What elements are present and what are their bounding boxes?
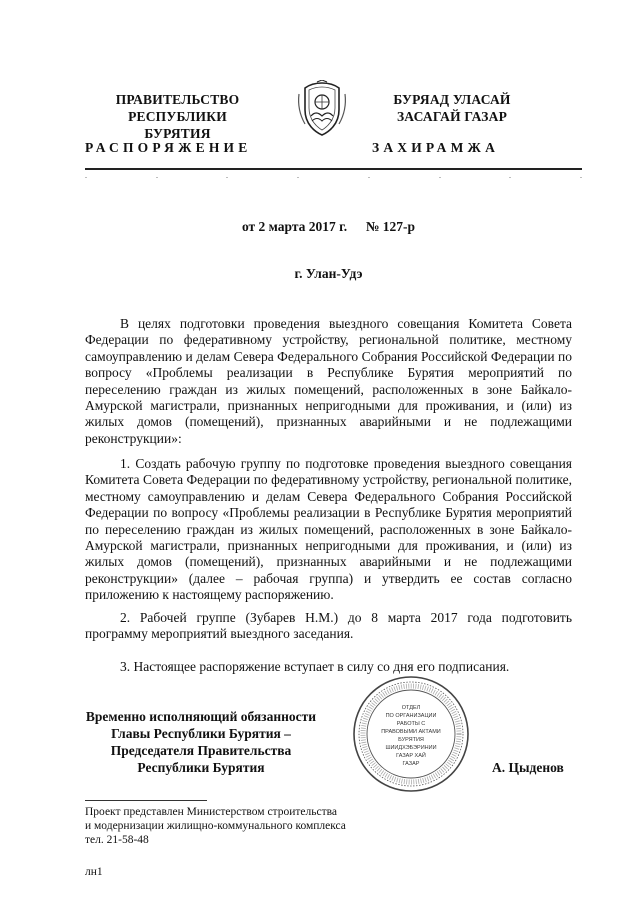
org-name-ru-line1: ПРАВИТЕЛЬСТВО (115, 92, 240, 107)
footer-phone: тел. 21-58-48 (85, 834, 149, 846)
org-name-ru (95, 91, 260, 142)
header-divider (85, 168, 582, 170)
signatory-title-line1: Временно исполняющий обязанности (85, 709, 317, 724)
signatory-title-line3: Председателя Правительства (110, 743, 292, 758)
footer-note (85, 805, 405, 847)
stamp-line7: ГАЗАР ХАЙ (396, 753, 426, 759)
stamp-line5: БУРЯТИЯ (398, 737, 424, 743)
signatory-title-line4: Республики Бурятия (137, 760, 265, 775)
item-2-paragraph: 2. Рабочей группе (Зубарев Н.М.) до 8 марта 2017 года подготовить программу мероприятий выездного заседания. (85, 610, 572, 642)
footer-code: лн1 (85, 866, 103, 878)
document-date: от 2 марта 2017 г. (241, 219, 348, 234)
stamp-line3: РАБОТЫ С (396, 721, 426, 727)
preamble-paragraph: В целях подготовки проведения выездного совещания Комитета Совета Федерации по федеративному устройству, региональной политике, местному самоуправлению и делам Севера Федерального Собрания Российской Федерации по вопросу «Проблемы реализации в Республике Бурятия мероприятий по переселению граждан из жилых помещений, расположенных в зоне Байкало-Амурской магистрали, признанных непригодными для проживания, и (или) из жилых домов (помещений), признанных аварийными и не подлежащими реконструкции»: (85, 316, 572, 446)
stamp-line1: ОТДЕЛ (401, 705, 421, 711)
document-number: № 127-р (365, 219, 416, 234)
org-name-ru-line2: РЕСПУБЛИКИ БУРЯТИЯ (128, 109, 227, 141)
org-name-bua (372, 91, 532, 125)
doc-type-bua: ЗАХИРАМЖА (372, 140, 500, 155)
official-stamp-seal (352, 675, 470, 793)
header-dotted-line (85, 177, 582, 180)
stamp-line6: ШИИДХЭБЭРИНИИ (385, 745, 437, 751)
stamp-line4: ПРАВОВЫМИ АКТАМИ (381, 729, 441, 735)
org-name-bua-line2: ЗАСАГАЙ ГАЗАР (396, 109, 508, 124)
footer-divider (85, 800, 207, 801)
signatory-title-line2: Главы Республики Бурятия – (111, 726, 291, 741)
stamp-line8: ГАЗАР (402, 761, 420, 767)
item-3-paragraph: 3. Настоящее распоряжение вступает в силу со дня его подписания. (120, 659, 510, 674)
footer-line2: и модернизации жилищно-коммунального комплекса (85, 820, 346, 832)
date-number-line (85, 219, 572, 235)
stamp-line2: ПО ОРГАНИЗАЦИИ (385, 713, 437, 719)
city: г. Улан-Удэ (294, 266, 363, 281)
footer-line1: Проект представлен Министерством строительства (85, 806, 338, 818)
signatory-name: А. Цыденов (492, 760, 564, 775)
signatory-title (76, 708, 326, 776)
doc-type-ru: РАСПОРЯЖЕНИЕ (85, 140, 252, 155)
org-name-bua-line1: БУРЯАД УЛАСАЙ (393, 92, 511, 107)
coat-of-arms-emblem (295, 80, 349, 138)
item-1-paragraph: 1. Создать рабочую группу по подготовке проведения выездного совещания Комитета Совета Федерации по федеративному устройству, региональной политике, местному самоуправлению и делам Севера Федерального Собрания Российской Федерации по вопросу «Проблемы реализации в Республике Бурятия мероприятий по переселению граждан из жилых помещений, расположенных в зоне Байкало-Амурской магистрали, признанных непригодными для проживания, и (или) из жилых домов (помещений), признанных аварийными и не подлежащими реконструкции» (далее – рабочая группа) и утвердить ее состав согласно приложению к настоящему распоряжению. (85, 456, 572, 603)
